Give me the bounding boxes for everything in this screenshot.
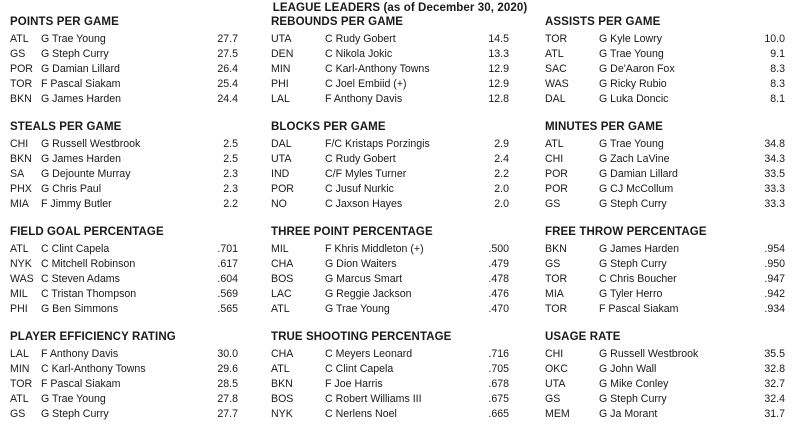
player-name: F Pascal Siakam	[41, 78, 121, 90]
team-abbr: TOR	[10, 378, 33, 390]
stat-value: 2.5	[223, 138, 238, 150]
player-name: G Dejounte Murray	[41, 168, 131, 180]
team-abbr: POR	[10, 63, 33, 75]
team-abbr: ATL	[271, 303, 290, 315]
stat-value: 30.0	[217, 348, 238, 360]
player-name: G Damian Lillard	[599, 168, 678, 180]
stat-value: 9.1	[770, 48, 785, 60]
team-abbr: GS	[545, 198, 561, 210]
stat-value: 2.3	[223, 183, 238, 195]
stat-value: .954	[764, 243, 785, 255]
player-name: F Joe Harris	[325, 378, 383, 390]
stat-value: 2.4	[494, 153, 509, 165]
team-abbr: GS	[10, 48, 26, 60]
player-name: C Tristan Thompson	[41, 288, 137, 300]
category-title: STEALS PER GAME	[10, 121, 122, 133]
stat-value: 2.2	[223, 198, 238, 210]
player-name: G Damian Lillard	[41, 63, 120, 75]
category-title: POINTS PER GAME	[10, 16, 119, 28]
team-abbr: TOR	[545, 273, 568, 285]
team-abbr: BOS	[271, 393, 294, 405]
category-title: MINUTES PER GAME	[545, 121, 663, 133]
team-abbr: BKN	[10, 153, 32, 165]
team-abbr: CHI	[545, 153, 564, 165]
player-name: F Anthony Davis	[325, 93, 403, 105]
player-name: G Tyler Herro	[599, 288, 663, 300]
player-name: G Steph Curry	[599, 198, 667, 210]
team-abbr: UTA	[545, 378, 566, 390]
team-abbr: TOR	[545, 33, 568, 45]
player-name: G James Harden	[41, 93, 122, 105]
stat-value: .942	[764, 288, 785, 300]
player-name: C Mitchell Robinson	[41, 258, 136, 270]
player-name: G Steph Curry	[41, 48, 109, 60]
stat-value: .470	[488, 303, 509, 315]
player-name: G Mike Conley	[599, 378, 669, 390]
stat-value: .604	[217, 273, 238, 285]
category-title: BLOCKS PER GAME	[271, 121, 386, 133]
team-abbr: LAC	[271, 288, 292, 300]
stat-value: .950	[764, 258, 785, 270]
stat-value: 10.0	[764, 33, 785, 45]
team-abbr: POR	[545, 183, 568, 195]
player-name: G Steph Curry	[599, 258, 667, 270]
player-name: G Zach LaVine	[599, 153, 670, 165]
player-name: G John Wall	[599, 363, 657, 375]
stat-value: 2.5	[223, 153, 238, 165]
stat-value: 2.3	[223, 168, 238, 180]
player-name: G Russell Westbrook	[41, 138, 141, 150]
player-name: C Chris Boucher	[599, 273, 677, 285]
stat-value: .665	[488, 408, 509, 420]
category-title: FREE THROW PERCENTAGE	[545, 226, 707, 238]
team-abbr: SAC	[545, 63, 567, 75]
player-name: C Nerlens Noel	[325, 408, 397, 420]
player-name: C Nikola Jokic	[325, 48, 393, 60]
team-abbr: POR	[271, 183, 294, 195]
team-abbr: MIL	[271, 243, 289, 255]
stat-value: 8.1	[770, 93, 785, 105]
category-title: ASSISTS PER GAME	[545, 16, 661, 28]
team-abbr: PHI	[10, 303, 28, 315]
team-abbr: POR	[545, 168, 568, 180]
category-title: REBOUNDS PER GAME	[271, 16, 404, 28]
player-name: F Pascal Siakam	[41, 378, 121, 390]
team-abbr: UTA	[271, 153, 292, 165]
player-name: G Trae Young	[325, 303, 390, 315]
stat-value: 27.7	[217, 408, 238, 420]
team-abbr: GS	[545, 258, 561, 270]
team-abbr: LAL	[10, 348, 29, 360]
player-name: G Dion Waiters	[325, 258, 397, 270]
stat-value: 33.3	[764, 198, 785, 210]
stat-value: 13.3	[488, 48, 509, 60]
team-abbr: BKN	[545, 243, 567, 255]
stat-value: .678	[488, 378, 509, 390]
team-abbr: NYK	[10, 258, 32, 270]
player-name: C Robert Williams III	[325, 393, 422, 405]
stat-value: 31.7	[764, 408, 785, 420]
stat-value: 26.4	[217, 63, 238, 75]
category-title: USAGE RATE	[545, 331, 621, 343]
stat-value: 34.3	[764, 153, 785, 165]
player-name: G Ben Simmons	[41, 303, 119, 315]
player-name: G Steph Curry	[599, 393, 667, 405]
stat-value: 24.4	[217, 93, 238, 105]
stat-value: .617	[217, 258, 238, 270]
team-abbr: ATL	[10, 33, 29, 45]
player-name: C/F Myles Turner	[325, 168, 407, 180]
stat-value: 27.8	[217, 393, 238, 405]
player-name: G Russell Westbrook	[599, 348, 699, 360]
stat-value: 2.0	[494, 198, 509, 210]
stat-value: 35.5	[764, 348, 785, 360]
stat-value: 27.5	[217, 48, 238, 60]
team-abbr: IND	[271, 168, 290, 180]
team-abbr: MIL	[10, 288, 28, 300]
team-abbr: BOS	[271, 273, 294, 285]
team-abbr: BKN	[10, 93, 32, 105]
stat-value: .478	[488, 273, 509, 285]
stat-value: .479	[488, 258, 509, 270]
player-name: C Jaxson Hayes	[325, 198, 403, 210]
player-name: G Trae Young	[41, 393, 106, 405]
team-abbr: SA	[10, 168, 25, 180]
stat-value: 28.5	[217, 378, 238, 390]
stat-value: .947	[764, 273, 785, 285]
stat-value: .565	[217, 303, 238, 315]
player-name: G Trae Young	[599, 138, 664, 150]
player-name: F Jimmy Butler	[41, 198, 112, 210]
stat-value: .716	[488, 348, 509, 360]
stat-value: .705	[488, 363, 509, 375]
player-name: G Chris Paul	[41, 183, 102, 195]
team-abbr: DEN	[271, 48, 294, 60]
player-name: G Trae Young	[599, 48, 664, 60]
stat-value: .569	[217, 288, 238, 300]
team-abbr: ATL	[545, 138, 564, 150]
stat-value: 32.4	[764, 393, 785, 405]
player-name: C Steven Adams	[41, 273, 120, 285]
player-name: C Karl-Anthony Towns	[41, 363, 146, 375]
category-title: FIELD GOAL PERCENTAGE	[10, 226, 164, 238]
category-title: THREE POINT PERCENTAGE	[271, 226, 433, 238]
player-name: G Marcus Smart	[325, 273, 403, 285]
team-abbr: CHI	[545, 348, 564, 360]
player-name: C Rudy Gobert	[325, 153, 396, 165]
player-name: G Ricky Rubio	[599, 78, 667, 90]
team-abbr: NYK	[271, 408, 293, 420]
stat-value: 25.4	[217, 78, 238, 90]
team-abbr: UTA	[271, 33, 292, 45]
player-name: G Kyle Lowry	[599, 33, 662, 45]
player-name: G Reggie Jackson	[325, 288, 412, 300]
stat-value: 32.7	[764, 378, 785, 390]
category-title: TRUE SHOOTING PERCENTAGE	[271, 331, 452, 343]
player-name: F Khris Middleton (+)	[325, 243, 424, 255]
player-name: G Trae Young	[41, 33, 106, 45]
stat-value: 12.9	[488, 78, 509, 90]
player-name: G Luka Doncic	[599, 93, 669, 105]
stat-value: .934	[764, 303, 785, 315]
player-name: C Meyers Leonard	[325, 348, 413, 360]
player-name: G De'Aaron Fox	[599, 63, 675, 75]
stat-value: .500	[488, 243, 509, 255]
team-abbr: BKN	[271, 378, 293, 390]
team-abbr: TOR	[10, 78, 33, 90]
category-title: PLAYER EFFICIENCY RATING	[10, 331, 176, 343]
team-abbr: PHX	[10, 183, 32, 195]
team-abbr: DAL	[545, 93, 566, 105]
stat-value: 2.0	[494, 183, 509, 195]
stat-value: .476	[488, 288, 509, 300]
team-abbr: TOR	[545, 303, 568, 315]
team-abbr: MIN	[271, 63, 291, 75]
team-abbr: MIA	[545, 288, 564, 300]
team-abbr: WAS	[545, 78, 569, 90]
player-name: C Joel Embiid (+)	[325, 78, 407, 90]
player-name: C Clint Capela	[41, 243, 110, 255]
page-title: LEAGUE LEADERS (as of December 30, 2020)	[272, 2, 528, 14]
team-abbr: MEM	[545, 408, 570, 420]
team-abbr: LAL	[271, 93, 290, 105]
stat-value: 12.9	[488, 63, 509, 75]
team-abbr: ATL	[545, 48, 564, 60]
stat-value: 14.5	[488, 33, 509, 45]
player-name: C Jusuf Nurkic	[325, 183, 394, 195]
team-abbr: OKC	[545, 363, 568, 375]
team-abbr: MIA	[10, 198, 29, 210]
team-abbr: ATL	[271, 363, 290, 375]
player-name: G Steph Curry	[41, 408, 109, 420]
stat-value: .701	[217, 243, 238, 255]
team-abbr: GS	[545, 393, 561, 405]
stat-value: 27.7	[217, 33, 238, 45]
team-abbr: CHA	[271, 258, 294, 270]
player-name: G Ja Morant	[599, 408, 658, 420]
player-name: G James Harden	[599, 243, 680, 255]
player-name: F Pascal Siakam	[599, 303, 679, 315]
player-name: C Rudy Gobert	[325, 33, 396, 45]
stat-value: 8.3	[770, 78, 785, 90]
team-abbr: PHI	[271, 78, 289, 90]
team-abbr: CHA	[271, 348, 294, 360]
stat-value: 2.2	[494, 168, 509, 180]
player-name: C Karl-Anthony Towns	[325, 63, 430, 75]
player-name: F Anthony Davis	[41, 348, 119, 360]
player-name: G CJ McCollum	[599, 183, 674, 195]
team-abbr: DAL	[271, 138, 292, 150]
team-abbr: MIN	[10, 363, 30, 375]
stat-value: 32.8	[764, 363, 785, 375]
stat-value: .675	[488, 393, 509, 405]
stat-value: 2.9	[494, 138, 509, 150]
stat-value: 8.3	[770, 63, 785, 75]
team-abbr: GS	[10, 408, 26, 420]
team-abbr: NO	[271, 198, 287, 210]
player-name: G James Harden	[41, 153, 122, 165]
team-abbr: CHI	[10, 138, 29, 150]
team-abbr: ATL	[10, 393, 29, 405]
player-name: C Clint Capela	[325, 363, 394, 375]
team-abbr: WAS	[10, 273, 34, 285]
player-name: F/C Kristaps Porzingis	[325, 138, 430, 150]
stat-value: 12.8	[488, 93, 509, 105]
team-abbr: ATL	[10, 243, 29, 255]
stat-value: 34.8	[764, 138, 785, 150]
stat-value: 33.3	[764, 183, 785, 195]
stat-value: 33.5	[764, 168, 785, 180]
stat-value: 29.6	[217, 363, 238, 375]
